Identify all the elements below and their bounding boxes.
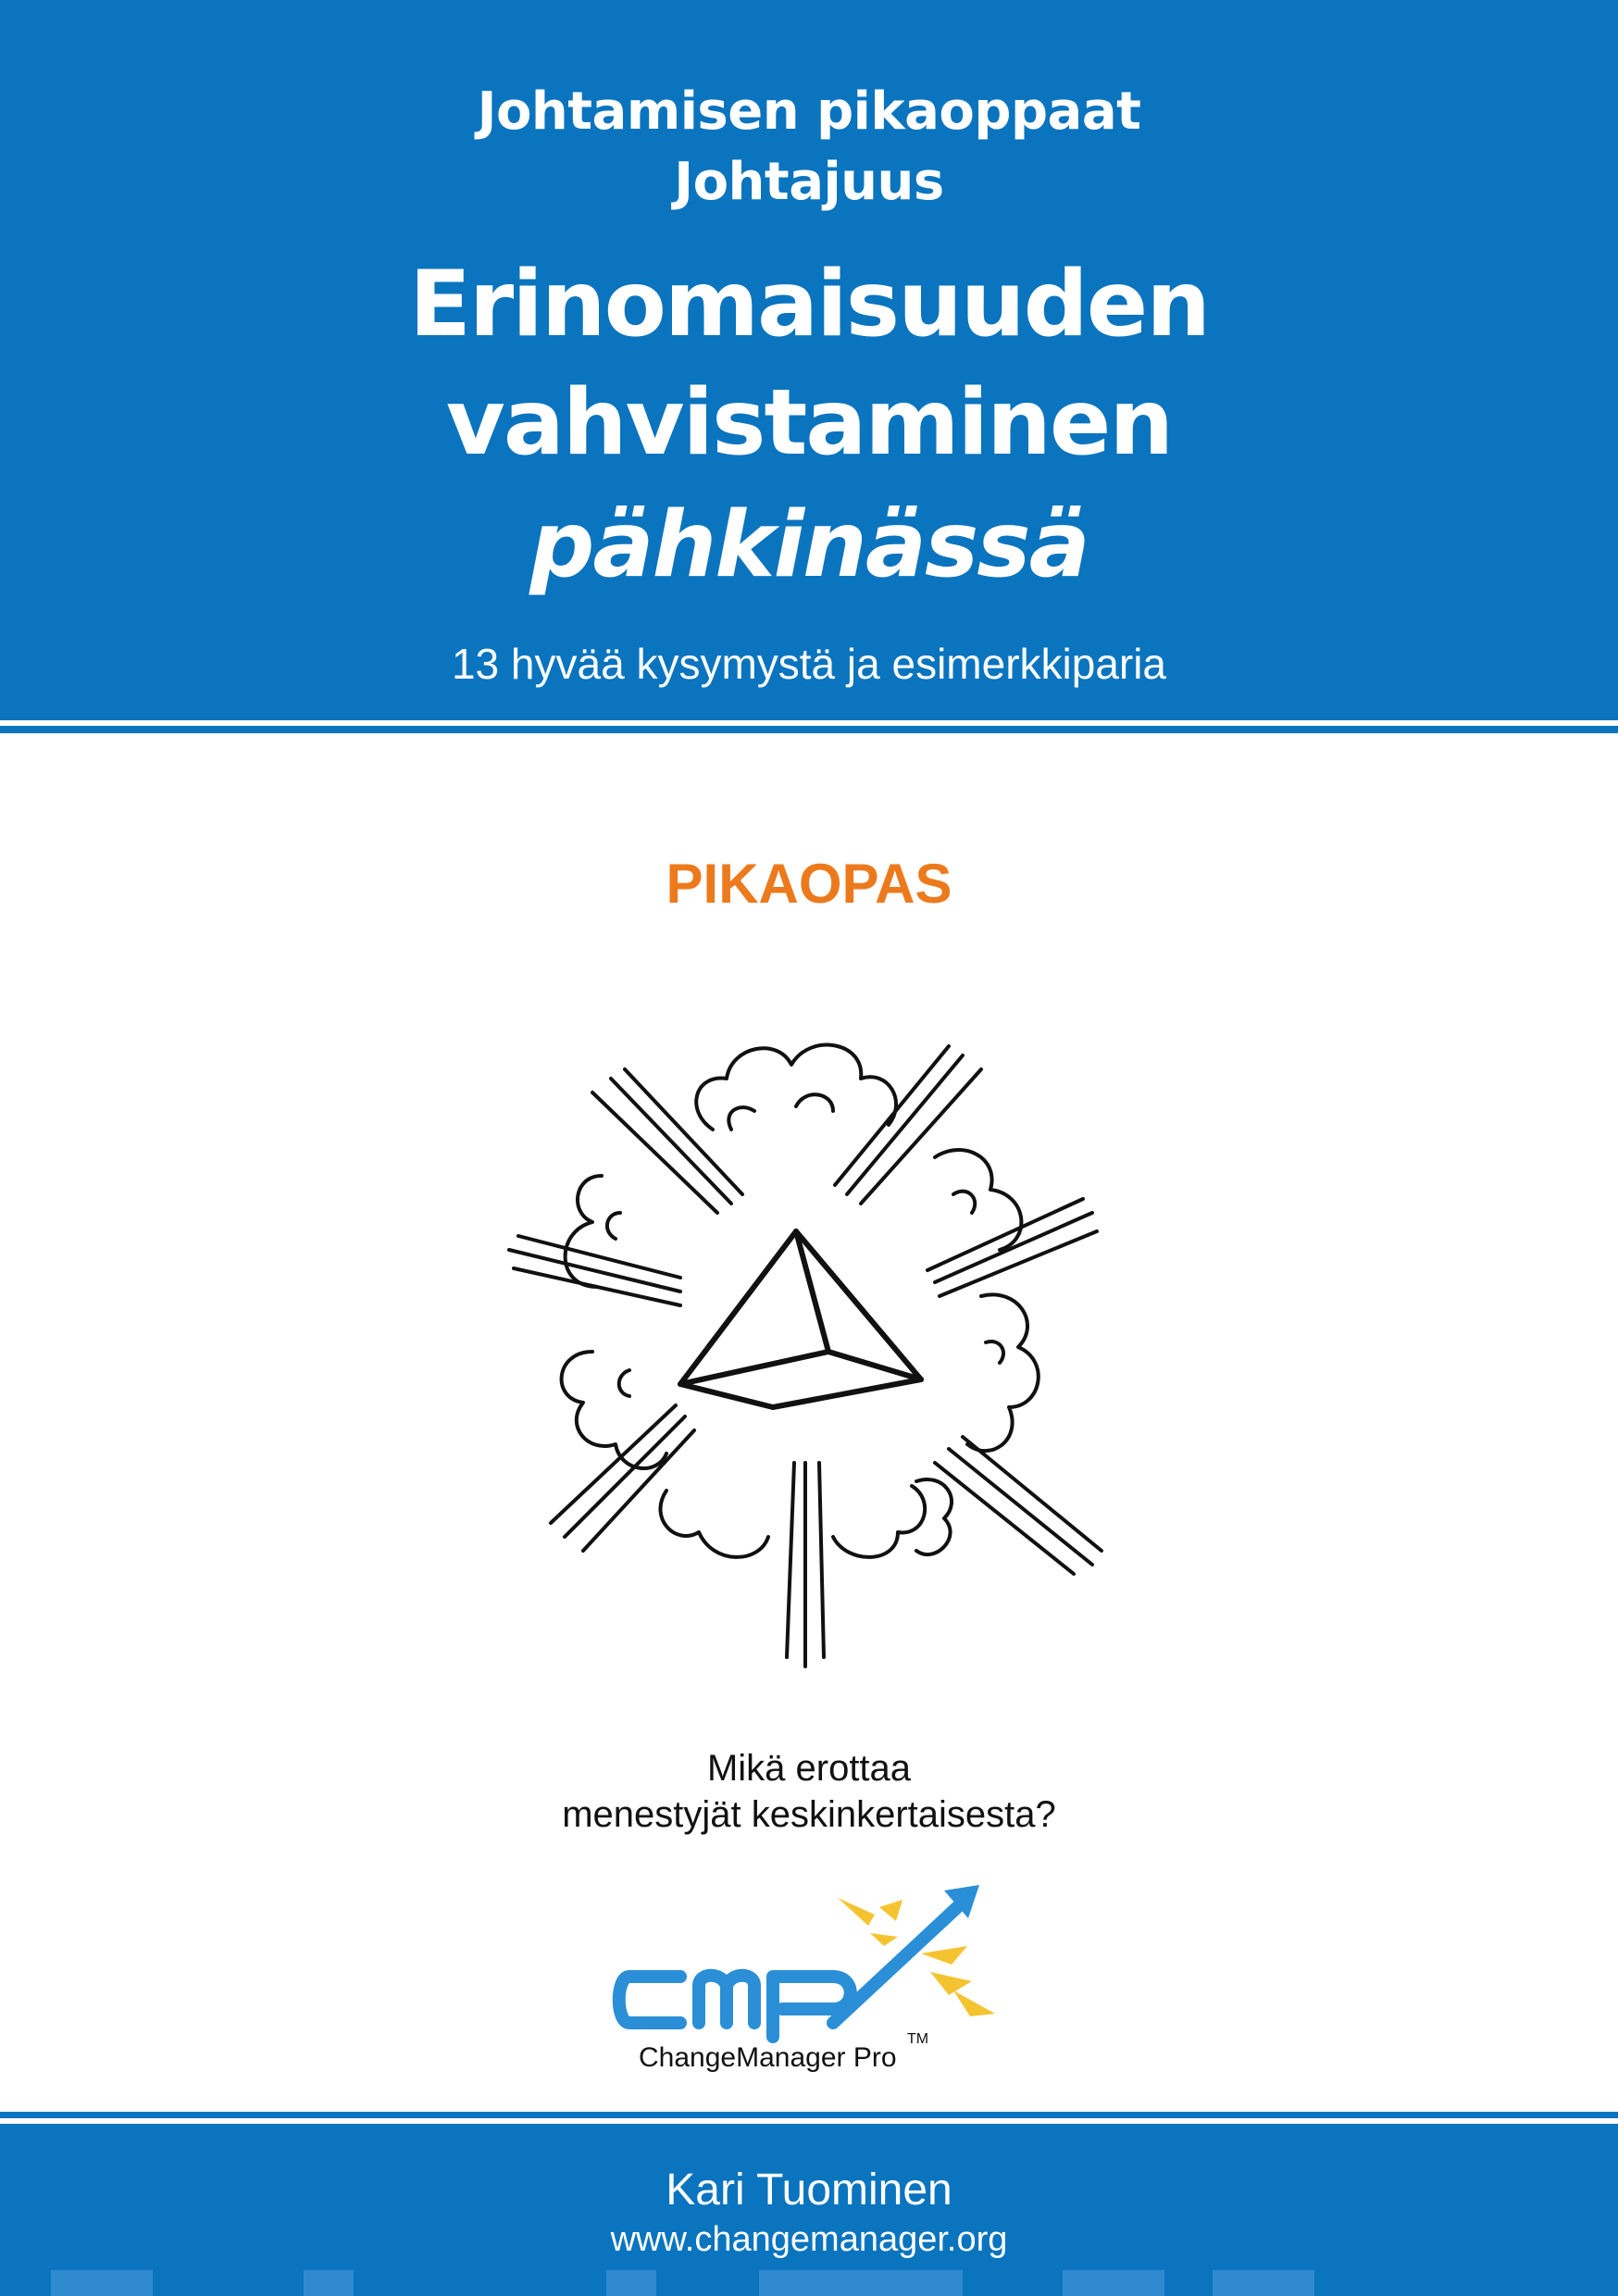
footer-divider — [0, 2112, 1618, 2118]
author-name: Kari Tuominen — [666, 2165, 952, 2215]
book-title-line1: Erinomaisuuden — [408, 252, 1210, 357]
book-title-line2: vahvistaminen — [445, 370, 1173, 476]
cmp-logo-icon — [602, 1879, 1009, 2046]
tagline-line2: menestyjät keskinkertaisesta? — [562, 1794, 1056, 1835]
series-title: Johtamisen pikaoppaat — [477, 81, 1141, 142]
series-subtitle: Johtajuus — [674, 152, 944, 212]
logo-caption: ChangeManager Pro — [639, 2042, 897, 2073]
category-label: PIKAOPAS — [666, 853, 952, 915]
tagline-line1: Mikä erottaa — [706, 1748, 912, 1789]
exploding-pyramid-icon — [500, 1018, 1111, 1685]
footer-pattern — [0, 2270, 1618, 2296]
book-title-line3: pähkinässä — [529, 493, 1089, 598]
book-subtitle: 13 hyvää kysymystä ja esimerkkiparia — [451, 640, 1167, 688]
website-link[interactable]: www.changemanager.org — [610, 2220, 1008, 2259]
trademark-mark: TM — [907, 2031, 929, 2047]
header-divider — [0, 726, 1618, 733]
